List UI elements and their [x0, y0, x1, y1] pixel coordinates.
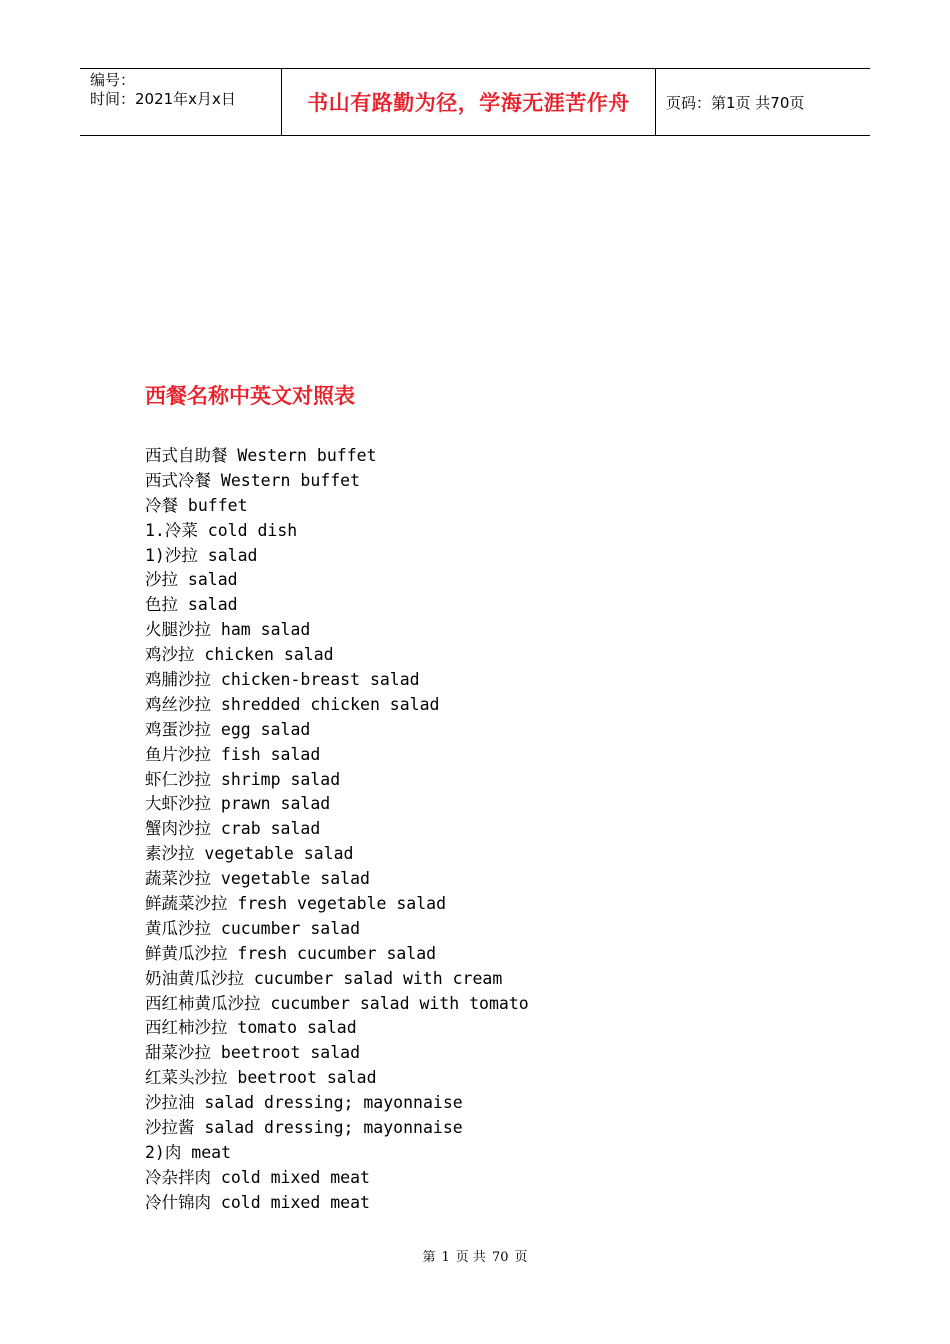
menu-entry: 鸡蛋沙拉 egg salad — [145, 719, 311, 739]
menu-entry: 西红柿黄瓜沙拉 cucumber salad with tomato — [145, 993, 529, 1013]
menu-entry: 冷餐 buffet — [145, 495, 248, 515]
footer-middle: 页 共 — [455, 1250, 486, 1265]
document-number-label: 编号： — [90, 71, 136, 89]
header-meta-cell — [80, 69, 282, 135]
menu-entry: 1.冷菜 cold dish — [145, 520, 298, 540]
document-time-label: 时间：2021年x月x日 — [90, 90, 236, 108]
menu-entry: 1)沙拉 salad — [145, 545, 258, 565]
menu-entry: 沙拉油 salad dressing; mayonnaise — [145, 1093, 463, 1113]
menu-entry: 鲜黄瓜沙拉 fresh cucumber salad — [145, 943, 437, 963]
menu-entry: 火腿沙拉 ham salad — [145, 620, 311, 640]
footer-total-pages: 70 — [491, 1250, 509, 1265]
menu-entry: 蟹肉沙拉 crab salad — [145, 819, 321, 839]
menu-entry: 虾仁沙拉 shrimp salad — [145, 769, 341, 789]
menu-entry: 甜菜沙拉 beetroot salad — [145, 1043, 361, 1063]
menu-entry: 西式冷餐 Western buffet — [145, 470, 361, 490]
menu-entry: 鱼片沙拉 fish salad — [145, 744, 321, 764]
page-header — [80, 68, 870, 136]
header-page-info: 页码：第1页 共70页 — [666, 93, 805, 112]
document-title: 西餐名称中英文对照表 — [145, 384, 355, 408]
menu-entry: 沙拉酱 salad dressing; mayonnaise — [145, 1118, 463, 1138]
footer-suffix: 页 — [514, 1250, 528, 1265]
menu-entry: 素沙拉 vegetable salad — [145, 844, 354, 864]
menu-entry: 冷什锦肉 cold mixed meat — [145, 1192, 370, 1212]
menu-entry: 2)肉 meat — [145, 1142, 232, 1162]
header-motto: 书山有路勤为径，学海无涯苦作舟 — [282, 69, 656, 135]
page-footer — [0, 1246, 950, 1265]
menu-entry: 西式自助餐 Western buffet — [145, 446, 377, 465]
menu-entry: 鸡丝沙拉 shredded chicken salad — [145, 694, 440, 714]
menu-entry: 奶油黄瓜沙拉 cucumber salad with cream — [145, 968, 503, 988]
menu-entry: 鲜蔬菜沙拉 fresh vegetable salad — [145, 894, 447, 914]
menu-entry: 鸡沙拉 chicken salad — [145, 645, 334, 665]
menu-entry: 大虾沙拉 prawn salad — [145, 794, 331, 814]
footer-prefix: 第 — [422, 1250, 436, 1265]
menu-entry: 冷杂拌肉 cold mixed meat — [145, 1167, 370, 1187]
menu-entry: 沙拉 salad — [145, 570, 238, 590]
menu-entry: 黄瓜沙拉 cucumber salad — [145, 918, 361, 938]
menu-entry: 色拉 salad — [145, 595, 238, 615]
menu-entry: 西红柿沙拉 tomato salad — [145, 1018, 357, 1038]
footer-page-number: 1 — [441, 1250, 450, 1265]
menu-entry-list — [145, 444, 529, 1216]
menu-entry: 鸡脯沙拉 chicken-breast salad — [145, 670, 420, 690]
menu-entry: 蔬菜沙拉 vegetable salad — [145, 869, 370, 889]
menu-entry: 红菜头沙拉 beetroot salad — [145, 1068, 377, 1088]
